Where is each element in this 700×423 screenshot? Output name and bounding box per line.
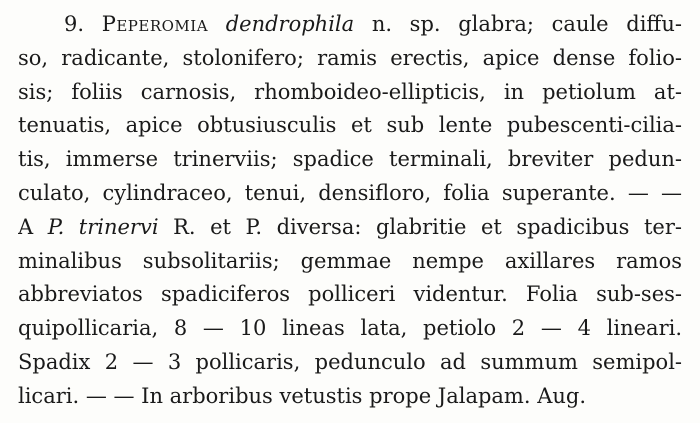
- line-text: licari. — — In arboribus vetustis prope Jalapam. Aug.: [18, 383, 587, 408]
- line-text: so, radicante, stolonifero; ramis erectis, apice dense folio-: [18, 45, 682, 70]
- line-text: quipollicaria, 8 — 10 lineas lata, petiolo 2 — 4 lineari.: [18, 316, 682, 341]
- text-line: [18, 278, 682, 312]
- text-line: [18, 42, 682, 76]
- line-text: R. et P. diversa: glabritie et spadicibus ter-: [158, 214, 682, 239]
- text-line: [18, 8, 682, 42]
- text-line: [18, 346, 682, 380]
- line-text: culato, cylindraceo, tenui, densifloro, folia superante. — —: [18, 180, 682, 205]
- compared-species-name: P. trinervi: [47, 214, 159, 239]
- line-text: minalibus subsolitariis; gemmae nempe axillares ramos: [18, 248, 682, 273]
- text-line: [18, 143, 682, 177]
- text-line: [18, 211, 682, 245]
- line-text: abbreviatos spadiciferos polliceri videntur. Folia sub-ses-: [18, 282, 682, 307]
- line-text: A: [18, 214, 48, 239]
- line-text: sis; foliis carnosis, rhomboideo-ellipticis, in petiolum at-: [18, 79, 682, 104]
- genus-name: Peperomia: [101, 12, 209, 36]
- line-text: n. sp. glabra; caule diffu-: [354, 12, 682, 36]
- species-number: 9.: [64, 12, 102, 36]
- text-line: [18, 380, 682, 414]
- species-description-paragraph: [18, 8, 682, 414]
- text-line: [18, 177, 682, 211]
- text-line: [18, 245, 682, 279]
- species-epithet: dendrophila: [208, 12, 355, 36]
- text-line: [18, 312, 682, 346]
- text-line: [18, 76, 682, 110]
- line-text: Spadix 2 — 3 pollicaris, pedunculo ad summum semipol-: [18, 349, 682, 374]
- text-line: [18, 109, 682, 143]
- line-text: tenuatis, apice obtusiusculis et sub lente pubescenti-cilia-: [18, 113, 682, 138]
- line-text: tis, immerse trinerviis; spadice terminali, breviter pedun-: [18, 147, 682, 172]
